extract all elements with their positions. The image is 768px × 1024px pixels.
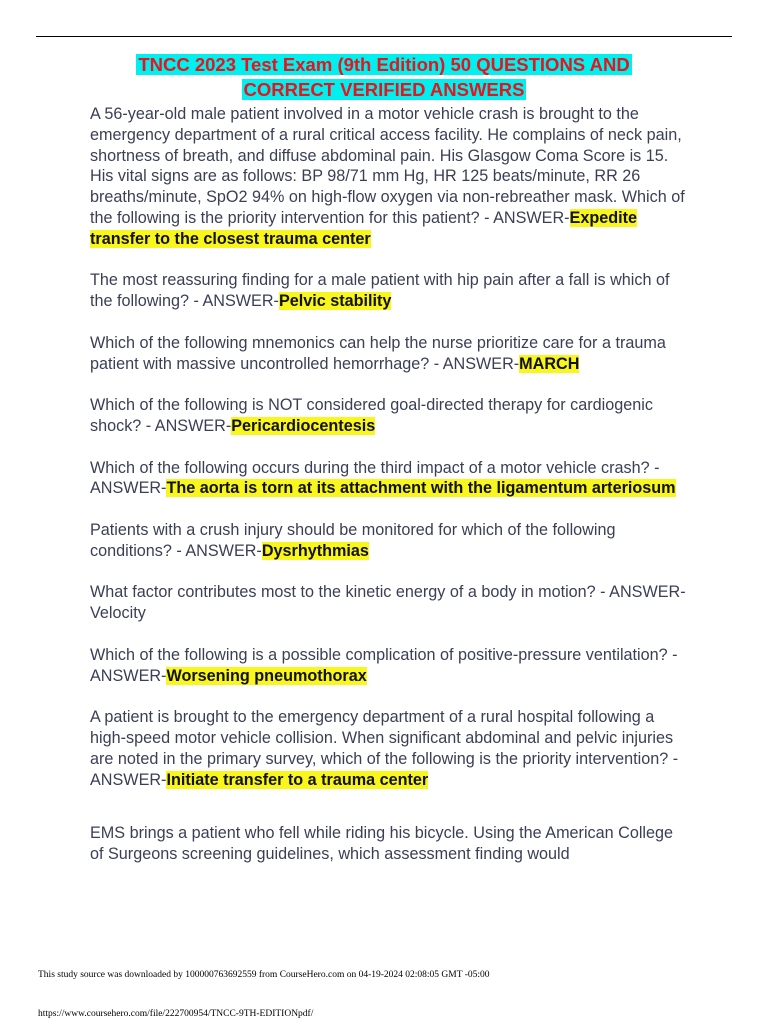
- answer-highlight: Pelvic stability: [278, 292, 392, 311]
- question-text: A 56-year-old male patient involved in a motor vehicle crash is brought to the emergency department of a rural critical access facility. He complains of neck pain, shortness of breath, and diffuse abdominal pain. His Glasgow Coma Score is 15. His vital signs are as follows: BP 98/71 mm Hg, HR 125 beats/minute, RR 26 breaths/minute, SpO2 94% on high-flow oxygen via non-rebreather mask. Which of the following is the priority intervention for this patient? - ANSWER-: [90, 105, 685, 227]
- download-footer: This study source was downloaded by 100000763692559 from CourseHero.com on 04-19-2024 02:08:05 GMT -05:00: [38, 970, 490, 980]
- question-text: EMS brings a patient who fell while riding his bicycle. Using the American College of Surgeons screening guidelines, which assessment finding would: [90, 824, 674, 864]
- title-line-2: CORRECT VERIFIED ANSWERS: [243, 79, 525, 100]
- qa-item: [90, 520, 690, 562]
- question-text: Which of the following occurs during the third impact of a motor vehicle crash? - ANSWER-: [90, 458, 660, 498]
- qa-item: [90, 395, 690, 437]
- qa-list: [90, 104, 690, 865]
- qa-item: [90, 458, 690, 500]
- qa-item: [90, 333, 690, 375]
- answer-highlight: Expedite transfer to the closest trauma center: [90, 208, 638, 248]
- top-rule: [36, 36, 732, 37]
- question-text: Which of the following is a possible complication of positive-pressure ventilation? - ANSWER-: [90, 645, 678, 685]
- answer-highlight: The aorta is torn at its attachment with the ligamentum arteriosum: [166, 479, 676, 498]
- qa-item: [90, 707, 690, 790]
- answer-highlight: Dysrhythmias: [261, 541, 369, 560]
- title-line-1: TNCC 2023 Test Exam (9th Edition) 50 QUESTIONS AND: [138, 54, 630, 75]
- answer-highlight: Worsening pneumothorax: [166, 666, 367, 685]
- answer-highlight: Initiate transfer to a trauma center: [166, 770, 429, 789]
- document-title: [0, 52, 768, 102]
- question-text: Which of the following mnemonics can help the nurse prioritize care for a trauma patient with massive uncontrolled hemorrhage? - ANSWER-: [90, 333, 666, 373]
- answer-highlight: MARCH: [519, 354, 580, 373]
- qa-item: [90, 270, 690, 312]
- qa-item: [90, 823, 690, 865]
- question-text: The most reassuring finding for a male patient with hip pain after a fall is which of the following? - ANSWER-: [90, 271, 670, 311]
- question-text: Which of the following is NOT considered goal-directed therapy for cardiogenic shock? - ANSWER-: [90, 396, 653, 435]
- qa-item: [90, 104, 690, 250]
- qa-item: [90, 582, 690, 624]
- question-text: A patient is brought to the emergency department of a rural hospital following a high-speed motor vehicle collision. When significant abdominal and pelvic injuries are noted in the primary survey, which of the following is the priority intervention? - ANSWER-: [90, 708, 679, 789]
- qa-item: [90, 645, 690, 687]
- question-text: What factor contributes most to the kinetic energy of a body in motion? - ANSWER-Velocity: [90, 583, 686, 623]
- question-text: Patients with a crush injury should be monitored for which of the following conditions? - ANSWER-: [90, 520, 616, 560]
- answer-highlight: Pericardiocentesis: [231, 416, 376, 435]
- source-url[interactable]: https://www.coursehero.com/file/222700954/TNCC-9TH-EDITIONpdf/: [38, 1009, 314, 1019]
